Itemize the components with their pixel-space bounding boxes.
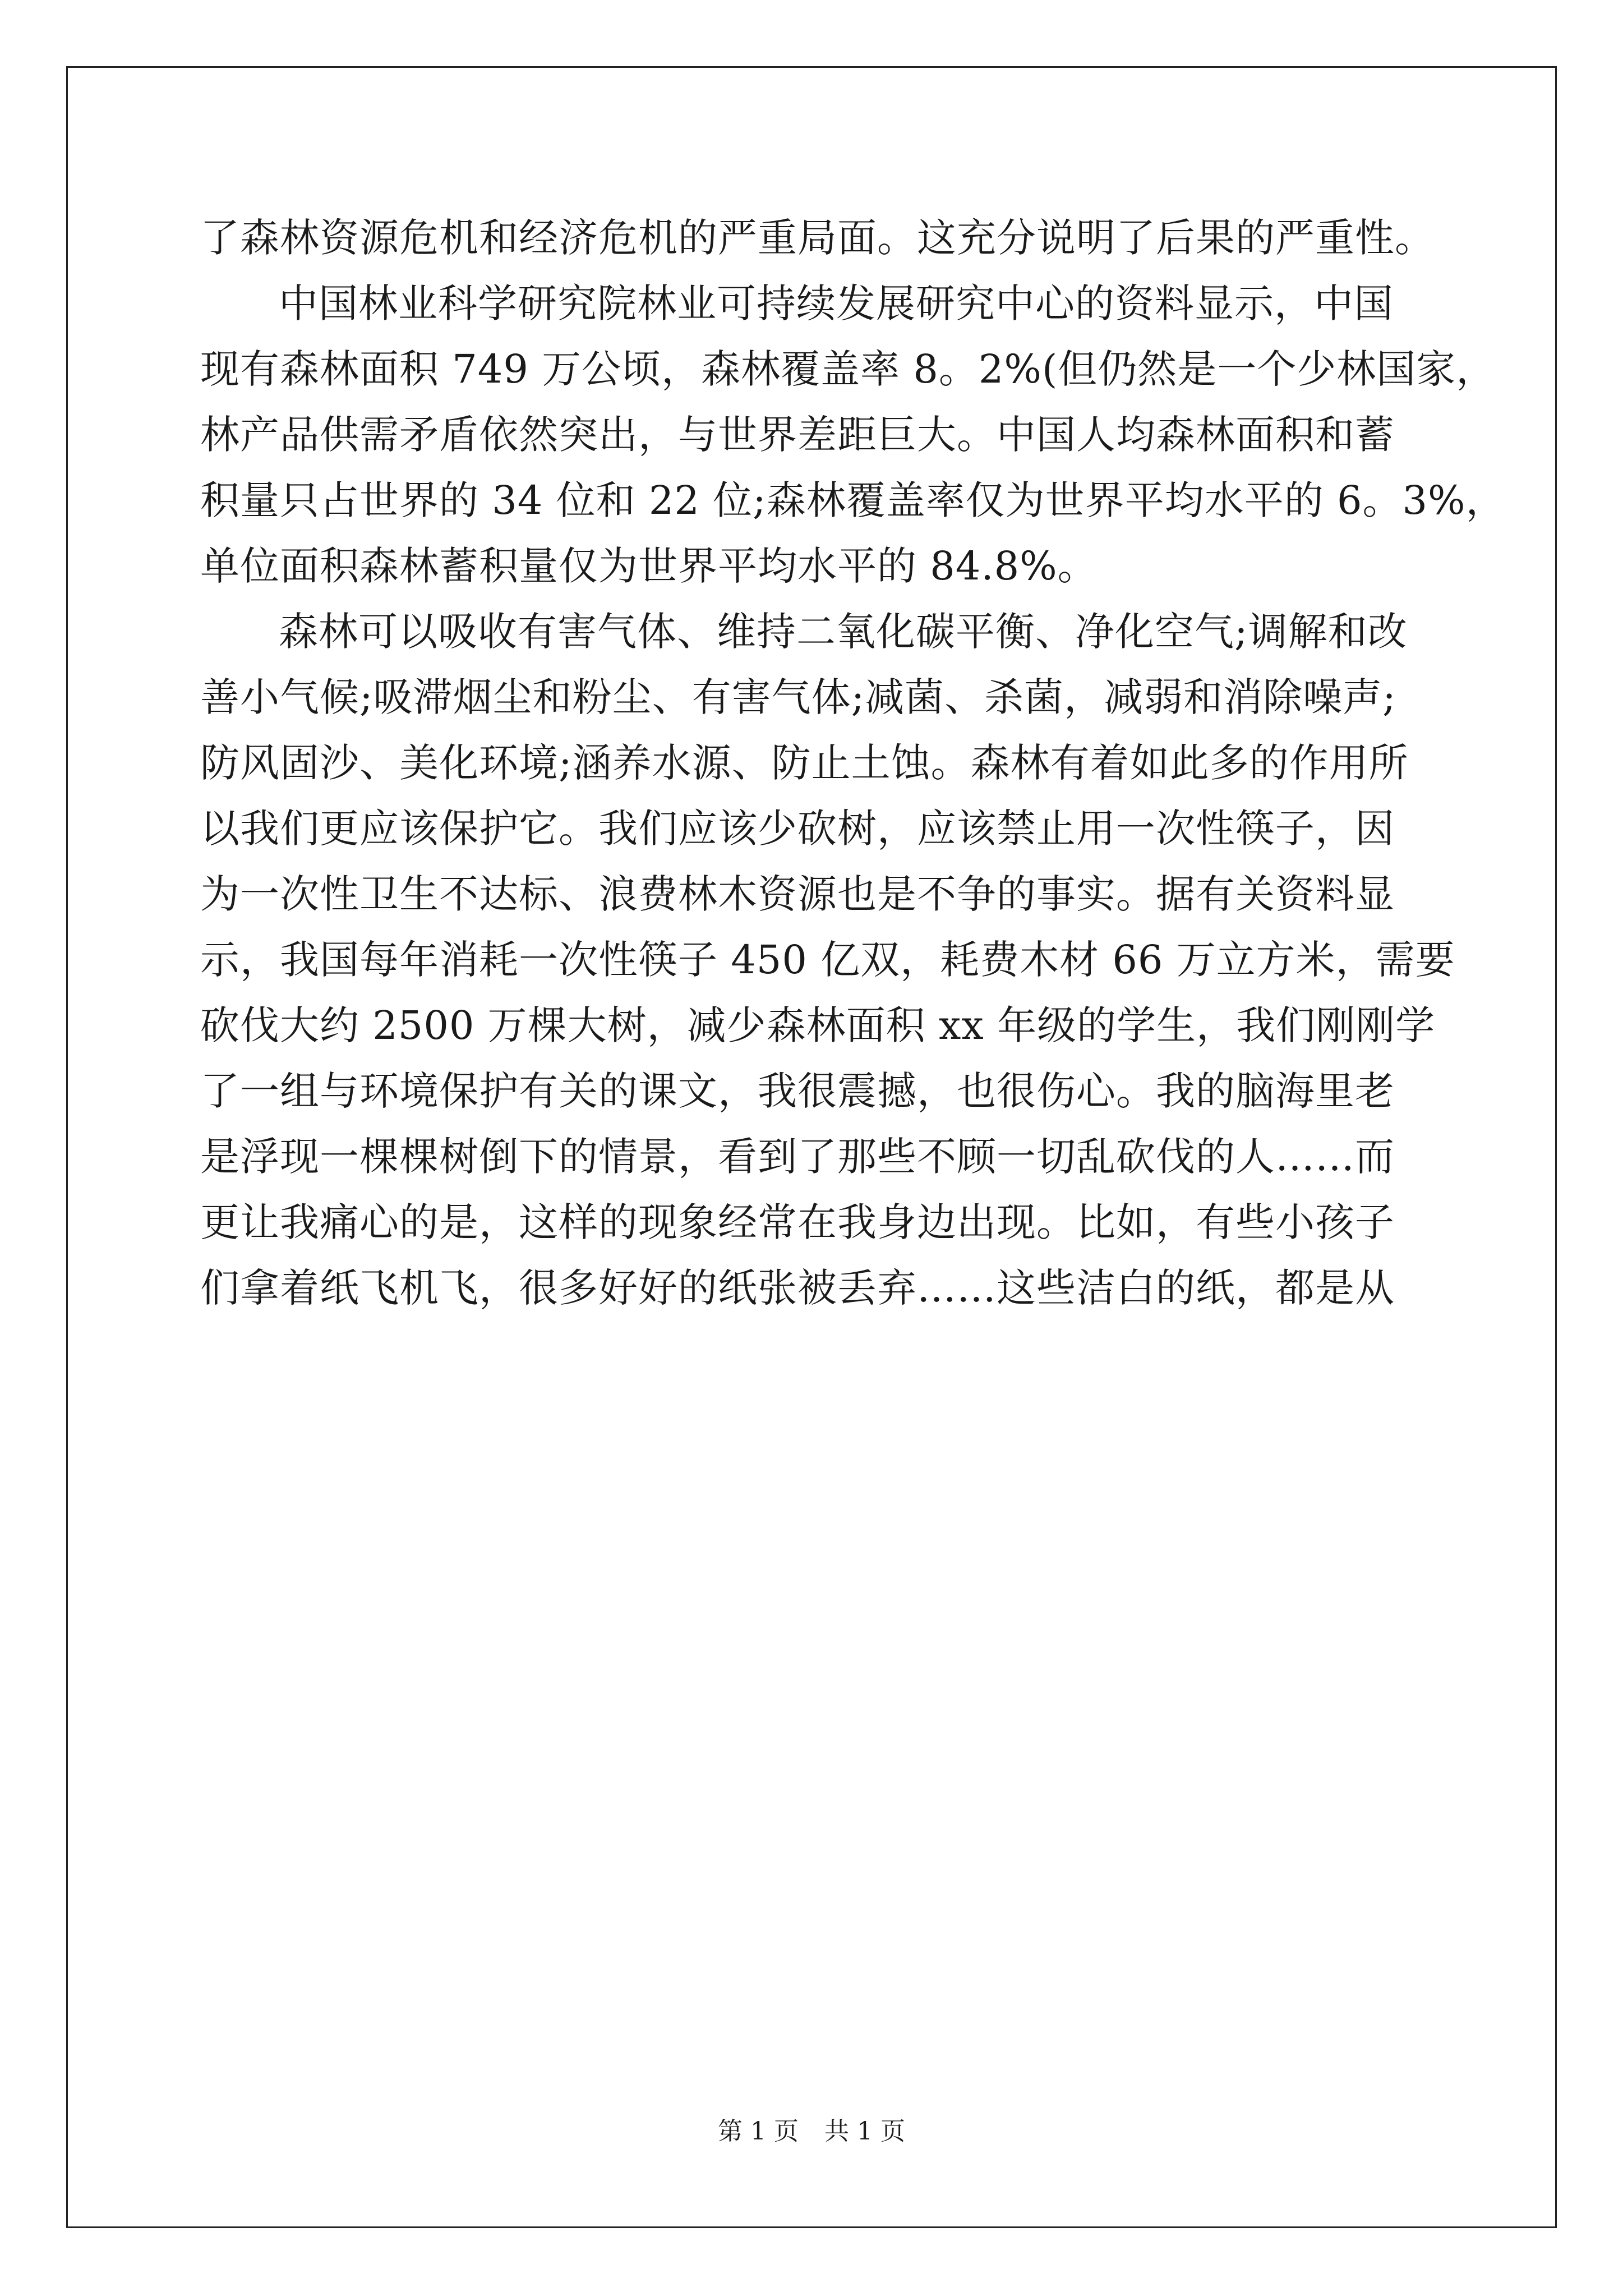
page-total-label: 共 1 页 [824,2117,905,2146]
text-line: 们拿着纸飞机飞，很多好好的纸张被丢弃……这些洁白的纸，都是从 [200,1265,1395,1311]
text-line: 以我们更应该保护它。我们应该少砍树，应该禁止用一次性筷子，因 [200,806,1395,852]
text-line: 单位面积森林蓄积量仅为世界平均水平的 84.8%。 [200,543,1098,589]
document-body [200,205,1506,1321]
text-line: 林产品供需矛盾依然突出，与世界差距巨大。中国人均森林面积和蓄 [200,412,1395,458]
page-footer [0,2115,1623,2148]
text-line: 善小气候;吸滞烟尘和粉尘、有害气体;减菌、杀菌，减弱和消除噪声; [200,674,1396,720]
page-number-label: 第 1 页 [718,2117,799,2146]
text-line: 积量只占世界的 34 位和 22 位;森林覆盖率仅为世界平均水平的 6。3%， [200,477,1506,523]
text-line: 砍伐大约 2500 万棵大树，减少森林面积 xx 年级的学生，我们刚刚学 [200,1002,1436,1048]
text-line: 现有森林面积 749 万公顷，森林覆盖率 8。2%(但仍然是一个少林国家， [200,346,1496,392]
text-line: 防风固沙、美化环境;涵养水源、防止土蚀。森林有着如此多的作用所 [200,740,1409,786]
paragraph-start-line: 中国林业科学研究院林业可持续发展研究中心的资料显示，中国 [279,280,1394,326]
paragraph-start-line: 森林可以吸收有害气体、维持二氧化碳平衡、净化空气;调解和改 [279,609,1408,655]
text-line: 为一次性卫生不达标、浪费林木资源也是不争的事实。据有关资料显 [200,871,1395,917]
text-line: 是浮现一棵棵树倒下的情景，看到了那些不顾一切乱砍伐的人……而 [200,1134,1395,1180]
text-line: 了森林资源危机和经济危机的严重局面。这充分说明了后果的严重性。 [200,215,1435,261]
text-line: 更让我痛心的是，这样的现象经常在我身边出现。比如，有些小孩子 [200,1199,1395,1245]
text-line: 了一组与环境保护有关的课文，我很震撼，也很伤心。我的脑海里老 [200,1068,1395,1114]
text-line: 示，我国每年消耗一次性筷子 450 亿双，耗费木材 66 万立方米，需要 [200,937,1455,983]
